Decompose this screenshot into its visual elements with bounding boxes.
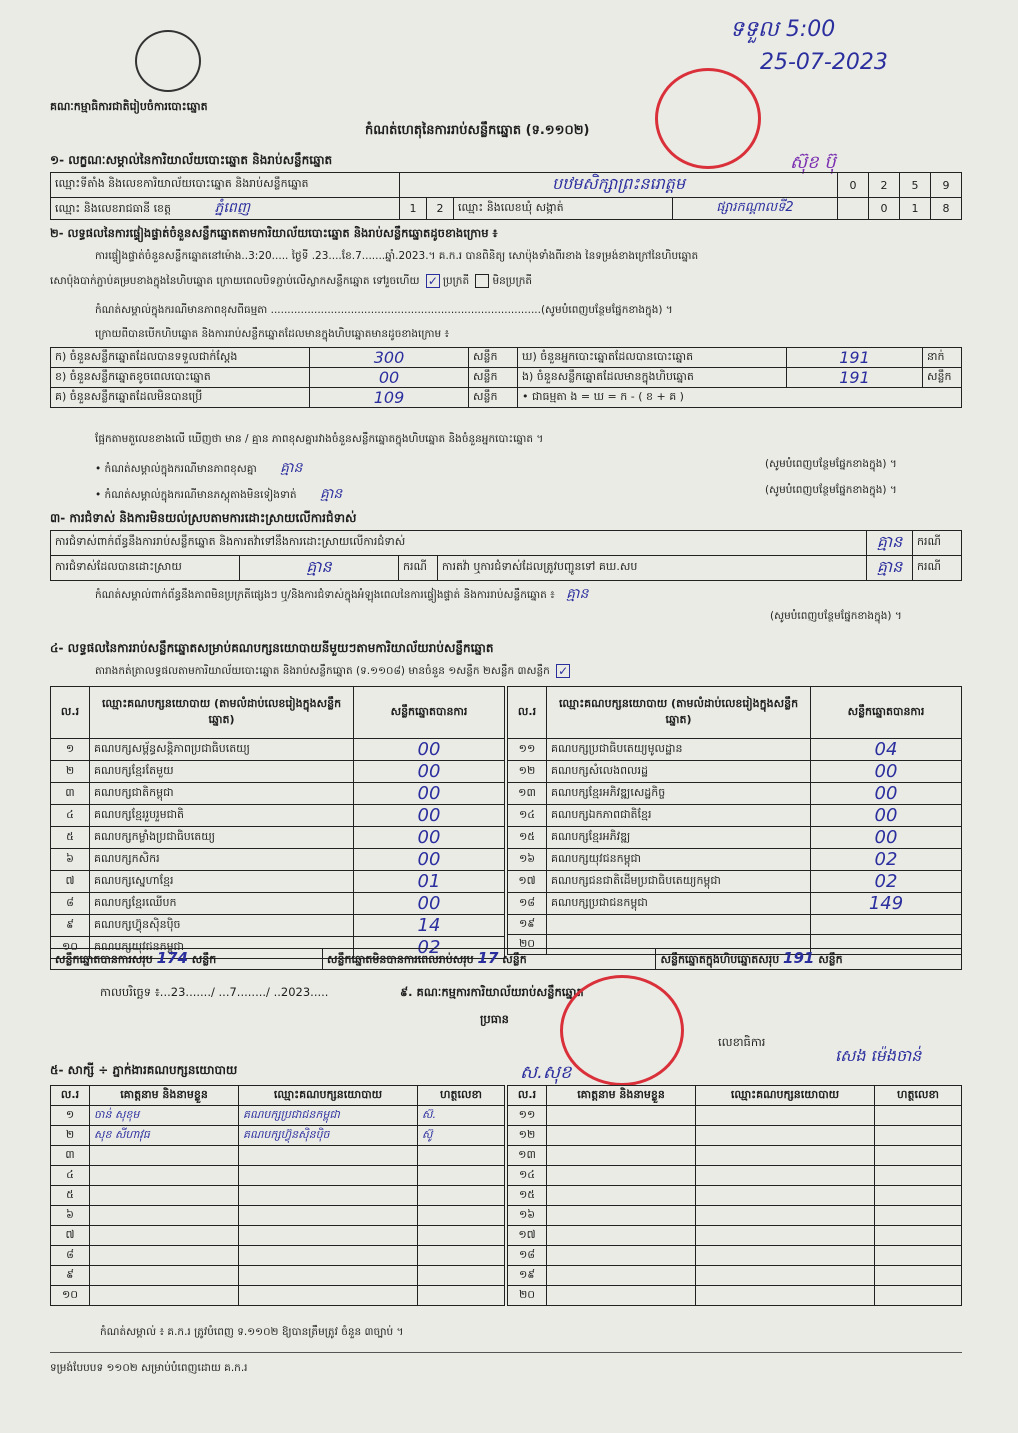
party-row bbox=[51, 893, 505, 915]
count-d-value: 191 bbox=[787, 348, 923, 368]
witness-party bbox=[239, 1286, 418, 1306]
party-no: ៨ bbox=[51, 893, 90, 915]
witness-name bbox=[547, 1126, 696, 1146]
witness-party: គណបក្សប្រជាជនកម្ពុជា bbox=[239, 1106, 418, 1126]
section1-table bbox=[50, 172, 962, 220]
col-name: គោត្តនាម និងនាមខ្លួន bbox=[547, 1086, 696, 1106]
handwritten-receipt-date: 25-07-2023 bbox=[760, 50, 888, 75]
party-row bbox=[508, 783, 962, 805]
province-label: ឈ្មោះ និងលេខរាជធានី ខេត្ត ភ្នំពេញ bbox=[51, 198, 400, 220]
witness-party bbox=[696, 1146, 875, 1166]
total-in-box: 191 bbox=[783, 949, 815, 967]
party-no: ៩ bbox=[51, 915, 90, 937]
witness-name bbox=[90, 1226, 239, 1246]
province-value: ភ្នំពេញ bbox=[214, 200, 251, 216]
total-invalid: 17 bbox=[477, 949, 499, 967]
party-name: គណបក្សខ្មែរតែមួយ bbox=[90, 761, 354, 783]
witness-party bbox=[239, 1146, 418, 1166]
total-valid: 174 bbox=[156, 949, 188, 967]
party-no: ១៣ bbox=[508, 783, 547, 805]
col-party: ឈ្មោះគណបក្សនយោបាយ (តាមលំដាប់លេខរៀងក្នុងសន្លឹកឆ្នោត) bbox=[90, 687, 354, 739]
party-votes: 02 bbox=[354, 937, 505, 959]
witness-no: ៣ bbox=[51, 1146, 90, 1166]
witness-sign bbox=[875, 1286, 962, 1306]
org-name: គណៈកម្មាធិការជាតិរៀបចំការបោះឆ្នោត bbox=[50, 100, 208, 113]
witness-row bbox=[51, 1126, 505, 1146]
red-seal-bottom bbox=[560, 975, 684, 1086]
witness-party bbox=[696, 1266, 875, 1286]
party-row bbox=[508, 761, 962, 783]
unit: ករណី bbox=[913, 531, 962, 556]
witness-no: ៥ bbox=[51, 1186, 90, 1206]
witness-name bbox=[547, 1246, 696, 1266]
party-no: ៣ bbox=[51, 783, 90, 805]
count-d-label: ឃ) ចំនួនអ្នកបោះឆ្នោតដែលបានបោះឆ្នោត bbox=[518, 348, 787, 368]
digit: 9 bbox=[931, 173, 962, 198]
witness-sign bbox=[875, 1186, 962, 1206]
complaints-value: គ្មាន bbox=[867, 531, 913, 556]
party-row bbox=[508, 849, 962, 871]
party-results-right bbox=[507, 686, 962, 955]
party-votes: 00 bbox=[354, 849, 505, 871]
party-name: គណបក្សយុវជនកម្ពុជា bbox=[90, 937, 354, 959]
forwarded-label: ការតវ៉ា ឬការជំទាស់ដែលត្រូវបញ្ជូនទៅ គឃ.សប bbox=[438, 556, 867, 581]
divider bbox=[50, 1352, 962, 1353]
witness-row bbox=[508, 1246, 962, 1266]
witness-row bbox=[508, 1286, 962, 1306]
red-seal-top bbox=[655, 68, 761, 169]
unit: ករណី bbox=[913, 556, 962, 581]
witness-name bbox=[90, 1186, 239, 1206]
witness-row bbox=[51, 1246, 505, 1266]
party-no: ៤ bbox=[51, 805, 90, 827]
witness-party bbox=[696, 1106, 875, 1126]
party-votes: 00 bbox=[354, 827, 505, 849]
party-name: គណបក្សប្រជាធិបតេយ្យមូលដ្ឋាន bbox=[547, 739, 811, 761]
count-a-label: ក) ចំនួនសន្លឹកឆ្នោតដែលបានទទួលជាក់ស្តែង bbox=[51, 348, 310, 368]
complaints-note-value: គ្មាន bbox=[566, 586, 589, 602]
party-row bbox=[51, 783, 505, 805]
col-no: ល.រ bbox=[508, 1086, 547, 1106]
party-votes: 00 bbox=[811, 827, 962, 849]
party-name: គណបក្សសម្ព័ន្ធសន្តិភាពប្រជាធិបតេយ្យ bbox=[90, 739, 354, 761]
witness-name bbox=[90, 1286, 239, 1306]
digit: 0 bbox=[838, 173, 869, 198]
digit: 2 bbox=[427, 198, 454, 220]
checkbox-abnormal[interactable] bbox=[475, 274, 489, 288]
commune-value: ផ្សារកណ្ដាលទី2 bbox=[672, 198, 837, 220]
party-name: គណបក្សជាតិកម្ពុជា bbox=[90, 783, 354, 805]
witness-party: គណបក្សហ៊្វុនស៊ិនប៉ិច bbox=[239, 1126, 418, 1146]
irregularity-note-value: គ្មាន bbox=[319, 486, 343, 502]
witness-party bbox=[239, 1246, 418, 1266]
footnote: កំណត់សម្គាល់ ៖ គ.ក.រ ត្រូវបំពេញ ទ.១១០២ ឱ្យបានត្រឹមត្រូវ ចំនួន ៣ច្បាប់ ។ bbox=[100, 1326, 404, 1338]
witness-no: ១៧ bbox=[508, 1226, 547, 1246]
section3-heading: ៣- ការជំទាស់ និងការមិនយល់ស្របតាមការដោះស្រាយលើការជំទាស់ bbox=[50, 511, 357, 525]
witness-party bbox=[696, 1166, 875, 1186]
witness-name bbox=[547, 1226, 696, 1246]
witness-row bbox=[51, 1166, 505, 1186]
party-votes: 02 bbox=[811, 849, 962, 871]
witness-row bbox=[508, 1146, 962, 1166]
abnormal-note-line: កំណត់សម្គាល់ក្នុងករណីមានភាពខុសពីធម្មតា .................................................................................(សូមបំពេញបន្ថែមផ្នែកខាងក្នុង) ។ bbox=[95, 304, 673, 316]
witness-row bbox=[508, 1166, 962, 1186]
party-votes: 00 bbox=[354, 783, 505, 805]
party-row bbox=[508, 893, 962, 915]
witness-row bbox=[51, 1146, 505, 1166]
party-name: គណបក្សខ្មែរអភិវឌ្ឍសេដ្ឋកិច្ច bbox=[547, 783, 811, 805]
party-no: ១៩ bbox=[508, 915, 547, 935]
difference-note: • កំណត់សម្គាល់ក្នុងករណីមានភាពខុសគ្នា គ្មាន (សូមបំពេញបន្ថែមផ្នែកខាងក្នុង) ។ bbox=[95, 458, 897, 476]
witness-no: ៦ bbox=[51, 1206, 90, 1226]
party-no: ១៧ bbox=[508, 871, 547, 893]
party-no: ១៤ bbox=[508, 805, 547, 827]
unit: នាក់ bbox=[923, 348, 962, 368]
witness-no: ១២ bbox=[508, 1126, 547, 1146]
unit: ករណី bbox=[399, 556, 438, 581]
party-votes: 00 bbox=[811, 761, 962, 783]
party-name: គណបក្សហ៊្វុនស៊ិនប៉ិច bbox=[90, 915, 354, 937]
witness-sign bbox=[875, 1206, 962, 1226]
party-name: គណបក្សសំលេងពលរដ្ឋ bbox=[547, 761, 811, 783]
digit: 8 bbox=[931, 198, 962, 220]
col-sign: ហត្ថលេខា bbox=[418, 1086, 505, 1106]
col-votes: សន្លឹកឆ្នោតបានការ bbox=[811, 687, 962, 739]
unit: សន្លឹក bbox=[469, 368, 518, 388]
col-no: ល.រ bbox=[51, 687, 90, 739]
party-votes: 00 bbox=[811, 805, 962, 827]
witness-sign bbox=[875, 1126, 962, 1146]
resolved-value: គ្មាន bbox=[240, 556, 399, 581]
digit: 1 bbox=[900, 198, 931, 220]
party-name: គណបក្សស្នេហាខ្មែរ bbox=[90, 871, 354, 893]
witness-name: សុខ សីហាវុធ bbox=[90, 1126, 239, 1146]
party-name: គណបក្សខ្មែររួបរួមជាតិ bbox=[90, 805, 354, 827]
witness-name bbox=[90, 1206, 239, 1226]
witness-no: ២ bbox=[51, 1126, 90, 1146]
witness-party bbox=[239, 1266, 418, 1286]
witness-party bbox=[239, 1186, 418, 1206]
witness-name bbox=[547, 1286, 696, 1306]
party-no: ១០ bbox=[51, 937, 90, 959]
col-name: គោត្តនាម និងនាមខ្លួន bbox=[90, 1086, 239, 1106]
unit: សន្លឹក bbox=[469, 348, 518, 368]
witness-no: ១ bbox=[51, 1106, 90, 1126]
party-name: គណបក្សកសិករ bbox=[90, 849, 354, 871]
secretary-label: លេខាធិការ bbox=[718, 1035, 766, 1049]
witness-no: ១៩ bbox=[508, 1266, 547, 1286]
witness-name bbox=[90, 1146, 239, 1166]
witness-name bbox=[90, 1246, 239, 1266]
party-votes: 00 bbox=[354, 893, 505, 915]
national-emblem bbox=[135, 30, 201, 92]
witness-name: ចាន់ សុខុម bbox=[90, 1106, 239, 1126]
party-name: គណបក្សយុវជនកម្ពុជា bbox=[547, 849, 811, 871]
party-row bbox=[51, 761, 505, 783]
witness-party bbox=[696, 1286, 875, 1306]
complaints-fill-hint: (សូមបំពេញបន្ថែមផ្នែកខាងក្នុង) ។ bbox=[770, 610, 902, 622]
party-votes: 01 bbox=[354, 871, 505, 893]
party-votes: 00 bbox=[811, 783, 962, 805]
witness-sign bbox=[418, 1146, 505, 1166]
count-e-label: ង) ចំនួនសន្លឹកឆ្នោតដែលមានក្នុងហិបឆ្នោត bbox=[518, 368, 787, 388]
party-row bbox=[508, 739, 962, 761]
witness-row bbox=[51, 1186, 505, 1206]
party-row bbox=[508, 805, 962, 827]
witness-sign bbox=[875, 1266, 962, 1286]
witness-name bbox=[90, 1166, 239, 1186]
witness-sign bbox=[418, 1226, 505, 1246]
party-name: គណបក្សខ្មែរអភិវឌ្ឍ bbox=[547, 827, 811, 849]
complaints-table bbox=[50, 530, 962, 581]
witness-no: ៧ bbox=[51, 1226, 90, 1246]
witness-row bbox=[51, 1266, 505, 1286]
witness-name bbox=[547, 1266, 696, 1286]
party-votes: 00 bbox=[354, 805, 505, 827]
party-votes: 04 bbox=[811, 739, 962, 761]
count-b-value: 00 bbox=[310, 368, 469, 388]
party-votes: 149 bbox=[811, 893, 962, 915]
checkbox-three-sheets[interactable]: ✓ bbox=[558, 664, 569, 678]
witness-party bbox=[239, 1226, 418, 1246]
digit: 2 bbox=[869, 173, 900, 198]
witness-sign: ស៊ូ bbox=[418, 1126, 505, 1146]
witness-name bbox=[90, 1266, 239, 1286]
party-votes: 00 bbox=[354, 739, 505, 761]
counting-intro: ក្រោយពីបានបើកហិបឆ្នោត និងការរាប់សន្លឹកឆ្នោតដែលមានក្នុងហិបឆ្នោតមានដូចខាងក្រោម ៖ bbox=[95, 328, 450, 340]
unit: សន្លឹក bbox=[469, 388, 518, 408]
witness-row bbox=[51, 1226, 505, 1246]
witness-table-right bbox=[507, 1085, 962, 1306]
count-c-value: 109 bbox=[310, 388, 469, 408]
party-no: ១២ bbox=[508, 761, 547, 783]
forwarded-value: គ្មាន bbox=[867, 556, 913, 581]
digit: 5 bbox=[900, 173, 931, 198]
party-row bbox=[51, 805, 505, 827]
col-party: ឈ្មោះគណបក្សនយោបាយ bbox=[239, 1086, 418, 1106]
handwritten-receipt-time: ទទួល 5:00 bbox=[730, 17, 836, 42]
party-no: ១៥ bbox=[508, 827, 547, 849]
witness-row bbox=[508, 1186, 962, 1206]
party-no: ១១ bbox=[508, 739, 547, 761]
count-e-value: 191 bbox=[787, 368, 923, 388]
irregularity-note: • កំណត់សម្គាល់ក្នុងករណីមានភស្តុតាងមិនទៀងទាត់ គ្មាន (សូមបំពេញបន្ថែមផ្នែកខាងក្នុង) ។ bbox=[95, 484, 897, 502]
witness-party bbox=[696, 1246, 875, 1266]
witness-no: ២០ bbox=[508, 1286, 547, 1306]
witness-row bbox=[508, 1206, 962, 1226]
witness-name bbox=[547, 1166, 696, 1186]
party-row bbox=[51, 915, 505, 937]
col-party: ឈ្មោះគណបក្សនយោបាយ (តាមលំដាប់លេខរៀងក្នុងសន្លឹកឆ្នោត) bbox=[547, 687, 811, 739]
witness-no: ៤ bbox=[51, 1166, 90, 1186]
witness-row bbox=[508, 1106, 962, 1126]
party-votes: 02 bbox=[811, 871, 962, 893]
witness-table-left bbox=[50, 1085, 505, 1306]
witness-no: ១០ bbox=[51, 1286, 90, 1306]
section4-heading: ៤- លទ្ធផលនៃការរាប់សន្លឹកឆ្នោតសម្រាប់គណបក្សនយោបាយនីមួយៗតាមការិយាល័យរាប់សន្លឹកឆ្នោត bbox=[50, 641, 494, 655]
count-c-label: គ) ចំនួនសន្លឹកឆ្នោតដែលមិនបានប្រើ bbox=[51, 388, 310, 408]
witness-no: ១៣ bbox=[508, 1146, 547, 1166]
party-no: ១៨ bbox=[508, 893, 547, 915]
count-a-value: 300 bbox=[310, 348, 469, 368]
digit: 1 bbox=[400, 198, 427, 220]
complaints-note: កំណត់សម្គាល់ពាក់ព័ន្ធនឹងភាពមិនប្រក្រតីផ្សេងៗ ឬ/និងការជំទាស់ក្នុងអំឡុងពេលនៃការផ្ទៀងផ្ទាត់ និងការរាប់សន្លឹកឆ្នោត ៖ គ្មាន bbox=[95, 586, 589, 602]
witness-party bbox=[696, 1126, 875, 1146]
count-formula: • ជាធម្មតា ង = ឃ = ក - ( ខ + គ ) bbox=[518, 388, 962, 408]
party-name bbox=[547, 915, 811, 935]
witness-sign bbox=[875, 1246, 962, 1266]
party-name: គណបក្សជនជាតិដើមប្រជាធិបតេយ្យកម្ពុជា bbox=[547, 871, 811, 893]
witness-no: ១៤ bbox=[508, 1166, 547, 1186]
secretary-signature: សេង ម៉េងចាន់ bbox=[835, 1046, 922, 1065]
party-name: គណបក្សប្រជាជនកម្ពុជា bbox=[547, 893, 811, 915]
checkbox-normal[interactable]: ✓ bbox=[427, 274, 438, 288]
party-row bbox=[51, 739, 505, 761]
difference-line: ផ្អែកតាមតួលេខខាងលើ ឃើញថា មាន / គ្មាន ភាពខុសគ្នារវាងចំនួនសន្លឹកឆ្នោតក្នុងហិបឆ្នោត និងចំនួនអ្នកបោះឆ្នោត ។ bbox=[95, 433, 544, 445]
complaints-label: ការជំទាស់ពាក់ព័ន្ធនឹងការរាប់សន្លឹកឆ្នោត និងការតវ៉ាទៅនឹងការដោះស្រាយលើការជំទាស់ bbox=[51, 531, 867, 556]
party-votes: 14 bbox=[354, 915, 505, 937]
resolved-label: ការជំទាស់ដែលបានដោះស្រាយ bbox=[51, 556, 240, 581]
party-row bbox=[51, 871, 505, 893]
party-no: ២០ bbox=[508, 935, 547, 955]
col-sign: ហត្ថលេខា bbox=[875, 1086, 962, 1106]
form-title: កំណត់ហេតុនៃការរាប់សន្លឹកឆ្នោត (ទ.១១០២) bbox=[365, 123, 590, 138]
witness-no: ១១ bbox=[508, 1106, 547, 1126]
totals-row: សន្លឹកឆ្នោតបានការសរុប 174 សន្លឹក សន្លឹកឆ្នោតមិនបានការពេលរាប់សរុប 17 សន្លឹក សន្លឹកឆ្នោតក្នុងហិបឆ្នោតសរុប 191 សន្លឹក bbox=[50, 948, 962, 970]
witness-party bbox=[696, 1186, 875, 1206]
witness-no: ១៦ bbox=[508, 1206, 547, 1226]
signature-mark: ស៊ុខ ប៊ុ bbox=[790, 152, 836, 173]
witness-row bbox=[508, 1126, 962, 1146]
count-b-label: ខ) ចំនួនសន្លឹកឆ្នោតខូចពេលបោះឆ្នោត bbox=[51, 368, 310, 388]
witness-no: ៩ bbox=[51, 1266, 90, 1286]
verification-line: ការផ្ទៀងផ្ទាត់ចំនួនសន្លឹកឆ្នោតនៅម៉ោង..3:20..... ថ្ងៃទី .23....ខែ.7.......ឆ្នាំ.2023.។ គ.ក.រ បានពិនិត្យ សោប៉ុងទាំងពីរខាង នៃទម្រង់ខាងក្រៅនៃហិបឆ្នោត bbox=[95, 250, 699, 262]
witness-row bbox=[508, 1266, 962, 1286]
witness-sign bbox=[418, 1286, 505, 1306]
party-no: ២ bbox=[51, 761, 90, 783]
col-party: ឈ្មោះគណបក្សនយោបាយ bbox=[696, 1086, 875, 1106]
party-no: ៧ bbox=[51, 871, 90, 893]
party-row bbox=[51, 849, 505, 871]
witness-row bbox=[51, 1286, 505, 1306]
col-votes: សន្លឹកឆ្នោតបានការ bbox=[354, 687, 505, 739]
witness-sign bbox=[418, 1206, 505, 1226]
witness-no: ៨ bbox=[51, 1246, 90, 1266]
commune-label: ឈ្មោះ និងលេខឃុំ សង្កាត់ bbox=[454, 198, 673, 220]
col-no: ល.រ bbox=[51, 1086, 90, 1106]
witness-row bbox=[508, 1226, 962, 1246]
witness-name bbox=[547, 1186, 696, 1206]
location-label: ឈ្មោះទីតាំង និងលេខការិយាល័យបោះឆ្នោត និងរាប់សន្លឹកឆ្នោត bbox=[51, 173, 400, 198]
unit: សន្លឹក bbox=[923, 368, 962, 388]
witness-sign bbox=[418, 1246, 505, 1266]
location-value: បឋមសិក្សាព្រះនរោត្តម bbox=[400, 173, 838, 198]
witness-row bbox=[51, 1206, 505, 1226]
digit: 0 bbox=[869, 198, 900, 220]
witness-party bbox=[696, 1226, 875, 1246]
form-code: ទម្រង់បែបបទ ១១០២ សម្រាប់បំពេញដោយ គ.ក.រ bbox=[50, 1362, 248, 1374]
section5-heading: ៥- សាក្សី ÷ ភ្នាក់ងារគណបក្សនយោបាយ bbox=[50, 1063, 238, 1077]
party-votes bbox=[811, 915, 962, 935]
witness-party bbox=[696, 1206, 875, 1226]
witness-sign bbox=[875, 1226, 962, 1246]
party-no: ៦ bbox=[51, 849, 90, 871]
results-intro: តារាងកត់ត្រាលទ្ធផលតាមការិយាល័យបោះឆ្នោត និងរាប់សន្លឹកឆ្នោត (ទ.១១០៨) មានចំនួន ១សន្លឹក ២សន្លឹក ៣សន្លឹក ✓ bbox=[95, 664, 569, 678]
witness-no: ១៥ bbox=[508, 1186, 547, 1206]
party-row bbox=[508, 915, 962, 935]
chair-label: ប្រធាន bbox=[480, 1012, 509, 1026]
col-no: ល.រ bbox=[508, 687, 547, 739]
party-votes: 00 bbox=[354, 761, 505, 783]
date-line: កាលបរិច្ឆេទ ៖...23......./ ...7......../ ..2023..... bbox=[100, 985, 329, 999]
witness-name bbox=[547, 1206, 696, 1226]
committee-title: ៩. គណៈកម្មការការិយាល័យរាប់សន្លឹកឆ្នោត bbox=[400, 985, 584, 999]
party-results-left bbox=[50, 686, 505, 959]
party-no: ១ bbox=[51, 739, 90, 761]
witness-sign bbox=[418, 1266, 505, 1286]
difference-note-value: គ្មាន bbox=[280, 460, 303, 476]
witness-sign bbox=[875, 1146, 962, 1166]
witness-no: ១៨ bbox=[508, 1246, 547, 1266]
chair-signature: ស.សុខ bbox=[520, 1062, 572, 1083]
seal-line: សោប៉ុងបាក់ភ្ជាប់គម្របខាងក្នុងនៃហិបឆ្នោត ក្រោយពេលបិទភ្ជាប់លើស្លាកសន្លឹកឆ្នោត ទៅរួចហើយ ✓ ប្រក្រតី មិនប្រក្រតី bbox=[50, 274, 533, 288]
witness-name bbox=[547, 1106, 696, 1126]
witness-sign bbox=[418, 1186, 505, 1206]
witness-party bbox=[239, 1166, 418, 1186]
witness-sign: ស៊. bbox=[418, 1106, 505, 1126]
witness-name bbox=[547, 1146, 696, 1166]
party-name: គណបក្សកម្លាំងប្រជាធិបតេយ្យ bbox=[90, 827, 354, 849]
party-no: ១៦ bbox=[508, 849, 547, 871]
witness-party bbox=[239, 1206, 418, 1226]
section2-heading: ២- លទ្ធផលនៃការផ្ទៀងផ្ទាត់ចំនួនសន្លឹកឆ្នោតតាមការិយាល័យបោះឆ្នោត និងរាប់សន្លឹកឆ្នោតដូចខាងក្រោម ៖ bbox=[50, 226, 498, 240]
witness-sign bbox=[875, 1166, 962, 1186]
section1-heading: ១- លក្ខណៈសម្គាល់នៃការិយាល័យបោះឆ្នោត និងរាប់សន្លឹកឆ្នោត bbox=[50, 153, 333, 167]
party-row bbox=[508, 871, 962, 893]
party-no: ៥ bbox=[51, 827, 90, 849]
witness-sign bbox=[875, 1106, 962, 1126]
party-row bbox=[51, 827, 505, 849]
party-name: គណបក្សឯកភាពជាតិខ្មែរ bbox=[547, 805, 811, 827]
witness-row bbox=[51, 1106, 505, 1126]
party-name: គណបក្សខ្មែរឈើបក bbox=[90, 893, 354, 915]
witness-sign bbox=[418, 1166, 505, 1186]
party-row bbox=[508, 827, 962, 849]
counts-table bbox=[50, 347, 962, 408]
